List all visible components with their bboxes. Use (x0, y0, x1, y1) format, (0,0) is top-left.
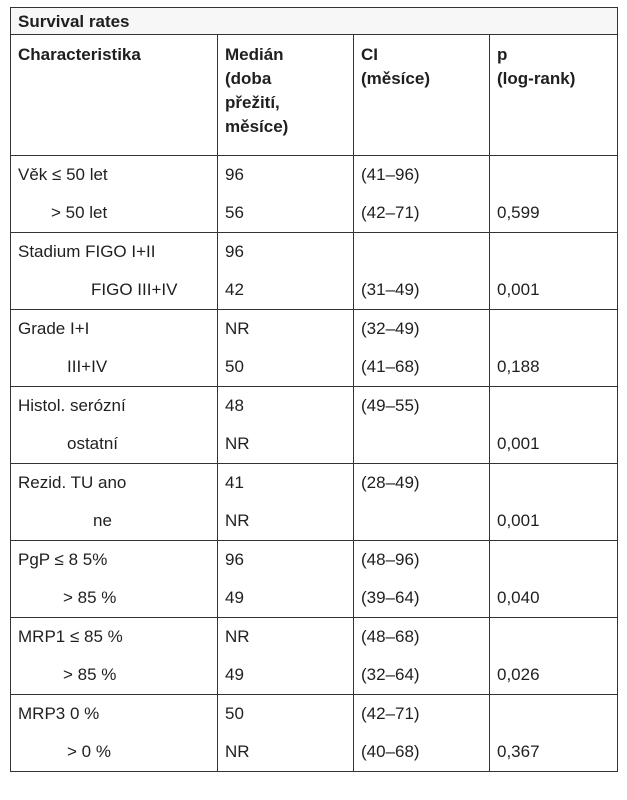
characteristic-cell (11, 541, 218, 618)
p-value (490, 618, 617, 656)
header-median-line: přežití, (225, 93, 280, 112)
median-cell (218, 618, 354, 695)
characteristic-label: III+IV (67, 357, 108, 376)
caption-row (11, 8, 618, 35)
characteristic-label: Grade I+I (18, 319, 90, 338)
table-row-group (11, 310, 618, 387)
median-value: 96 (225, 550, 244, 569)
header-median-line: měsíce) (225, 117, 289, 136)
ci-value: (32–49) (361, 319, 420, 338)
survival-table-container (10, 7, 618, 772)
median-value: 50 (225, 357, 244, 376)
table-row-group (11, 464, 618, 541)
median-cell (218, 464, 354, 541)
header-p-line: (log-rank) (497, 69, 576, 88)
p-value (490, 233, 617, 271)
p-value: 0,001 (497, 280, 540, 299)
p-value (490, 464, 617, 502)
ci-value: (39–64) (361, 588, 420, 607)
survival-rates-table (10, 7, 618, 772)
median-cell (218, 541, 354, 618)
characteristic-cell (11, 695, 218, 772)
characteristic-label: FIGO III+IV (91, 280, 178, 299)
p-value (490, 695, 617, 733)
p-cell (490, 541, 618, 618)
median-value: NR (225, 434, 250, 453)
ci-cell (354, 541, 490, 618)
median-value: 49 (225, 588, 244, 607)
header-median-line: (doba (225, 69, 272, 88)
p-value: 0,188 (497, 357, 540, 376)
header-p (490, 35, 618, 156)
median-value: 48 (225, 396, 244, 415)
ci-cell (354, 310, 490, 387)
median-value: NR (225, 742, 250, 761)
median-value: 96 (225, 165, 244, 184)
header-ci-line: CI (361, 45, 378, 64)
characteristic-label: Stadium FIGO I+II (18, 242, 156, 261)
p-value (490, 156, 617, 194)
median-cell (218, 233, 354, 310)
median-value: 96 (225, 242, 244, 261)
p-cell (490, 310, 618, 387)
header-p-line: p (497, 45, 508, 64)
characteristic-label: > 85 % (63, 665, 117, 684)
characteristic-label: MRP1 ≤ 85 % (18, 627, 123, 646)
table-row-group (11, 695, 618, 772)
table-row-group (11, 156, 618, 233)
ci-value: (48–96) (361, 550, 420, 569)
p-cell (490, 618, 618, 695)
table-row-group (11, 233, 618, 310)
p-value: 0,026 (497, 665, 540, 684)
characteristic-cell (11, 156, 218, 233)
p-value (490, 310, 617, 348)
median-value: 56 (225, 203, 244, 222)
characteristic-cell (11, 618, 218, 695)
header-characteristic (11, 35, 218, 156)
header-ci (354, 35, 490, 156)
characteristic-label: PgP ≤ 8 5% (18, 550, 108, 569)
ci-cell (354, 695, 490, 772)
ci-value: (48–68) (361, 627, 420, 646)
median-value: NR (225, 319, 250, 338)
characteristic-label: Věk ≤ 50 let (18, 165, 108, 184)
characteristic-label: MRP3 0 % (18, 704, 100, 723)
table-caption: Survival rates (11, 8, 618, 35)
p-cell (490, 233, 618, 310)
ci-value: (41–68) (361, 357, 420, 376)
ci-cell (354, 387, 490, 464)
header-row (11, 35, 618, 156)
p-value: 0,367 (497, 742, 540, 761)
ci-value: (49–55) (361, 396, 420, 415)
table-row-group (11, 618, 618, 695)
header-median-line: Medián (225, 45, 284, 64)
table-row-group (11, 541, 618, 618)
ci-cell (354, 464, 490, 541)
ci-value: (42–71) (361, 203, 420, 222)
p-value (490, 541, 617, 579)
median-value: 50 (225, 704, 244, 723)
characteristic-label: ostatní (67, 434, 119, 453)
p-value: 0,599 (497, 203, 540, 222)
characteristic-label: ne (93, 511, 112, 530)
p-value: 0,001 (497, 434, 540, 453)
characteristic-label: Rezid. TU ano (18, 473, 127, 492)
median-cell (218, 387, 354, 464)
ci-value (354, 425, 489, 463)
ci-value (354, 502, 489, 540)
characteristic-label: > 0 % (67, 742, 111, 761)
ci-value (354, 233, 489, 271)
p-value (490, 387, 617, 425)
ci-cell (354, 233, 490, 310)
p-cell (490, 464, 618, 541)
median-value: 49 (225, 665, 244, 684)
ci-value: (32–64) (361, 665, 420, 684)
median-value: NR (225, 511, 250, 530)
characteristic-cell (11, 387, 218, 464)
ci-value: (41–96) (361, 165, 420, 184)
p-cell (490, 156, 618, 233)
header-characteristic-label: Characteristika (18, 45, 141, 64)
median-value: 42 (225, 280, 244, 299)
p-value: 0,040 (497, 588, 540, 607)
median-cell (218, 310, 354, 387)
median-value: NR (225, 627, 250, 646)
p-cell (490, 387, 618, 464)
characteristic-cell (11, 233, 218, 310)
characteristic-cell (11, 464, 218, 541)
characteristic-label: Histol. serózní (18, 396, 126, 415)
ci-cell (354, 618, 490, 695)
table-row-group (11, 387, 618, 464)
header-ci-line: (měsíce) (361, 69, 430, 88)
ci-cell (354, 156, 490, 233)
ci-value: (42–71) (361, 704, 420, 723)
ci-value: (28–49) (361, 473, 420, 492)
p-cell (490, 695, 618, 772)
median-value: 41 (225, 473, 244, 492)
characteristic-label: > 50 let (51, 203, 108, 222)
ci-value: (31–49) (361, 280, 420, 299)
p-value: 0,001 (497, 511, 540, 530)
median-cell (218, 156, 354, 233)
median-cell (218, 695, 354, 772)
characteristic-cell (11, 310, 218, 387)
characteristic-label: > 85 % (63, 588, 117, 607)
header-median (218, 35, 354, 156)
ci-value: (40–68) (361, 742, 420, 761)
